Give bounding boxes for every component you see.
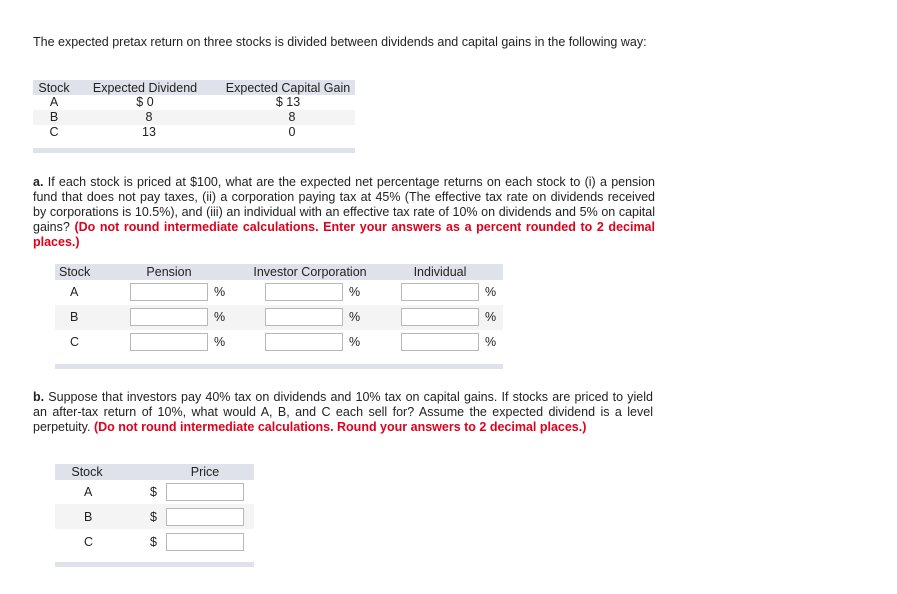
dollar-unit: $: [150, 485, 157, 499]
corporation-input-c[interactable]: [265, 333, 343, 351]
part-a-label: a.: [33, 175, 44, 189]
header-price: Price: [190, 465, 220, 479]
header-dividend: Expected Dividend: [92, 81, 198, 95]
header-capital-gain: Expected Capital Gain: [225, 81, 351, 95]
part-b-text: Suppose that investors pay 40% tax on dividends and 10% tax on capital gains. If stocks are priced to yield an after-tax return of 10%, what would A, B, and C each sell for? Assume the expected dividend is a level perpetuity.: [33, 390, 653, 434]
percent-unit: %: [214, 285, 226, 299]
corporation-input-b[interactable]: [265, 308, 343, 326]
header-stock: Stock: [38, 81, 70, 95]
stock-label: A: [84, 485, 93, 499]
dollar-unit: $: [150, 535, 157, 549]
part-b-instruction: (Do not round intermediate calculations. Round your answers to 2 decimal places.): [93, 420, 587, 434]
pension-input-b[interactable]: [130, 308, 208, 326]
header-individual: Individual: [413, 265, 467, 279]
percent-unit: %: [214, 335, 226, 349]
stock-b: B: [49, 110, 59, 124]
stock-label: B: [70, 310, 79, 324]
price-input-a[interactable]: [166, 483, 244, 501]
header-stock: Stock: [59, 265, 91, 279]
individual-input-c[interactable]: [401, 333, 479, 351]
percent-unit: %: [349, 310, 361, 324]
dividend-c: 13: [142, 125, 156, 139]
stock-label: B: [84, 510, 93, 524]
stock-label: C: [70, 335, 80, 349]
pension-input-a[interactable]: [130, 283, 208, 301]
dollar-unit: $: [150, 510, 157, 524]
part-b-question: [33, 390, 653, 435]
corporation-input-a[interactable]: [265, 283, 343, 301]
part-b-label: b.: [33, 390, 45, 404]
dividend-a: $ 0: [136, 95, 154, 109]
percent-unit: %: [349, 285, 361, 299]
price-input-b[interactable]: [166, 508, 244, 526]
header-pension: Pension: [146, 265, 192, 279]
pension-input-c[interactable]: [130, 333, 208, 351]
gain-a: $ 13: [275, 95, 301, 109]
header-corporation: Investor Corporation: [253, 265, 367, 279]
stock-c: C: [49, 125, 59, 139]
part-a-instruction: (Do not round intermediate calculations. Enter your answers as a percent rounded to 2 decimal places.): [33, 220, 655, 249]
percent-unit: %: [485, 285, 497, 299]
header-stock: Stock: [71, 465, 103, 479]
individual-input-a[interactable]: [401, 283, 479, 301]
part-a-text: If each stock is priced at $100, what are the expected net percentage returns on each stock to (i) a pension fund that does not pay taxes, (ii) a corporation paying tax at 45% (The effective tax rate on dividends received by corporations is 10.5%), and (iii) an individual with an effective tax rate of 10% on dividends and 5% on capital gains?: [33, 175, 655, 234]
expected-returns-table: [33, 80, 355, 155]
gain-b: 8: [288, 110, 296, 124]
part-a-question: [33, 175, 655, 250]
price-input-c[interactable]: [166, 533, 244, 551]
stock-label: A: [70, 285, 79, 299]
stock-label: C: [84, 535, 94, 549]
percent-unit: %: [485, 310, 497, 324]
percent-unit: %: [349, 335, 361, 349]
intro-text: The expected pretax return on three stocks is divided between dividends and capital gains in the following way:: [33, 35, 647, 49]
individual-input-b[interactable]: [401, 308, 479, 326]
percent-unit: %: [485, 335, 497, 349]
stock-a: A: [49, 95, 59, 109]
gain-c: 0: [288, 125, 296, 139]
percent-unit: %: [214, 310, 226, 324]
dividend-b: 8: [145, 110, 153, 124]
